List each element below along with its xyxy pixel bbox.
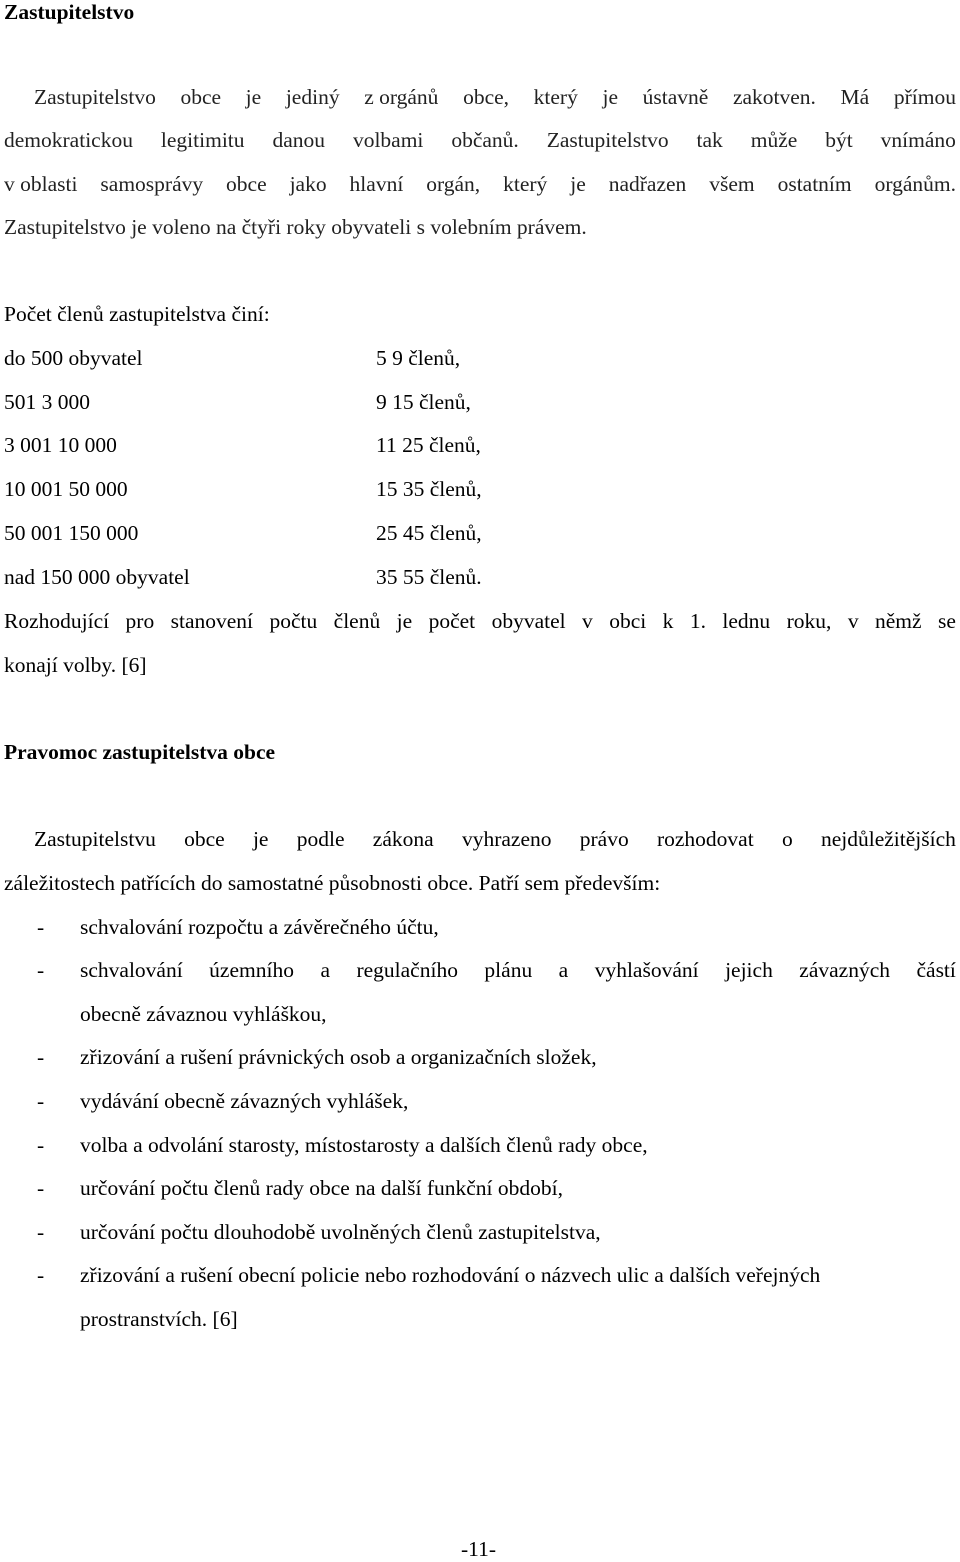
list-item xyxy=(80,958,956,983)
word: němž xyxy=(874,609,922,633)
word: je xyxy=(245,85,262,109)
word: je xyxy=(396,609,413,633)
word: počtu xyxy=(269,609,318,633)
word: částí xyxy=(916,958,956,982)
list-bullet-dash: - xyxy=(37,1263,45,1287)
word: přímou xyxy=(893,85,956,109)
word: členů xyxy=(333,609,381,633)
word: podle xyxy=(296,827,345,851)
paragraph-line xyxy=(34,85,956,110)
word: Má xyxy=(840,85,870,109)
list-item: vydávání obecně závazných vyhlášek, xyxy=(80,1089,409,1113)
list-item: zřizování a rušení obecní policie nebo rozhodování o názvech ulic a dalších veřejných xyxy=(80,1263,821,1287)
word: územního xyxy=(209,958,294,982)
members-intro: Počet členů zastupitelstva činí: xyxy=(4,302,270,326)
word: který xyxy=(503,172,548,196)
word: ostatním xyxy=(777,172,852,196)
word: se xyxy=(937,609,956,633)
table-cell-members: 11 25 členů, xyxy=(376,433,481,457)
word: schvalování xyxy=(80,958,183,982)
list-bullet-dash: - xyxy=(37,1220,45,1244)
list-bullet-dash: - xyxy=(37,915,45,939)
table-cell-population: 3 001 10 000 xyxy=(4,433,117,457)
paragraph-last-line: konají volby. [6] xyxy=(4,653,147,677)
word: o xyxy=(781,827,793,851)
word: obce xyxy=(180,85,222,109)
word: rozhodovat xyxy=(656,827,754,851)
word: Zastupitelstvo xyxy=(546,128,669,152)
word: v oblasti xyxy=(4,172,78,196)
list-item: určování počtu členů rady obce na další funkční období, xyxy=(80,1176,564,1200)
word: občanů. xyxy=(451,128,519,152)
word: z orgánů xyxy=(364,85,439,109)
paragraph-line xyxy=(4,172,956,197)
word: nadřazen xyxy=(608,172,687,196)
word: regulačního xyxy=(356,958,458,982)
list-bullet-dash: - xyxy=(37,1089,45,1113)
list-item: zřizování a rušení právnických osob a organizačních složek, xyxy=(80,1045,597,1069)
word: vyhrazeno xyxy=(461,827,552,851)
word: tak xyxy=(696,128,723,152)
word: všem xyxy=(709,172,755,196)
word: v xyxy=(847,609,859,633)
word: právo xyxy=(579,827,629,851)
word: je xyxy=(602,85,618,109)
list-item: určování počtu dlouhodobě uvolněných členů zastupitelstva, xyxy=(80,1220,601,1244)
page-number: -11- xyxy=(461,1537,497,1561)
word: a xyxy=(320,958,330,982)
table-cell-population: do 500 obyvatel xyxy=(4,346,143,370)
word: obce, xyxy=(463,85,510,109)
word: lednu xyxy=(722,609,771,633)
paragraph-line xyxy=(4,128,956,153)
word: vyhlašování xyxy=(594,958,699,982)
word: obci xyxy=(609,609,647,633)
section-title-zastupitelstvo: Zastupitelstvo xyxy=(4,0,135,24)
word: danou xyxy=(272,128,325,152)
table-cell-population: 10 001 50 000 xyxy=(4,477,128,501)
word: a xyxy=(558,958,569,982)
word: obyvatel xyxy=(491,609,566,633)
word: v xyxy=(582,609,593,633)
word: Zastupitelstvu xyxy=(34,827,156,851)
word: který xyxy=(533,85,578,109)
word: počet xyxy=(428,609,476,633)
table-cell-members: 9 15 členů, xyxy=(376,390,471,414)
word: být xyxy=(825,128,853,152)
word: volbami xyxy=(352,128,424,152)
word: demokratickou xyxy=(4,128,133,152)
table-cell-members: 35 55 členů. xyxy=(376,565,482,589)
table-cell-members: 25 45 členů, xyxy=(376,521,482,545)
word: je xyxy=(252,827,269,851)
word: legitimitu xyxy=(160,128,245,152)
word: závazných xyxy=(799,958,891,982)
word: Zastupitelstvo xyxy=(34,85,156,109)
table-cell-population: 50 001 150 000 xyxy=(4,521,139,545)
word: 1. xyxy=(689,609,706,633)
list-item: schvalování rozpočtu a závěrečného účtu, xyxy=(80,915,439,939)
table-cell-members: 15 35 členů, xyxy=(376,477,482,501)
table-cell-population: 501 3 000 xyxy=(4,390,90,414)
list-bullet-dash: - xyxy=(37,1176,45,1200)
word: zakotven. xyxy=(732,85,816,109)
word: je xyxy=(570,172,586,196)
paragraph-line xyxy=(34,827,956,852)
word: orgán, xyxy=(426,172,481,196)
table-cell-population: nad 150 000 obyvatel xyxy=(4,565,190,589)
table-cell-members: 5 9 členů, xyxy=(376,346,461,370)
word: stanovení xyxy=(170,609,254,633)
word: nejdůležitějších xyxy=(820,827,956,851)
list-item: volba a odvolání starosty, místostarosty a dalších členů rady obce, xyxy=(80,1133,648,1157)
word: roku, xyxy=(786,609,832,633)
list-item-continuation: obecně závaznou vyhláškou, xyxy=(80,1002,327,1026)
word: může xyxy=(750,128,798,152)
word: ústavně xyxy=(642,85,709,109)
word: jejich xyxy=(725,958,773,982)
word: Rozhodující xyxy=(4,609,110,633)
word: jako xyxy=(289,172,327,196)
list-bullet-dash: - xyxy=(37,1133,45,1157)
word: plánu xyxy=(484,958,533,982)
list-item-continuation: prostranstvích. [6] xyxy=(80,1307,238,1331)
paragraph-line xyxy=(4,609,956,634)
list-bullet-dash: - xyxy=(37,1045,45,1069)
word: pro xyxy=(125,609,155,633)
word: k xyxy=(662,609,674,633)
word: orgánům. xyxy=(874,172,956,196)
word: zákona xyxy=(372,827,434,851)
word: obce xyxy=(184,827,225,851)
list-bullet-dash: - xyxy=(37,958,45,982)
word: hlavní xyxy=(349,172,404,196)
word: obce xyxy=(226,172,267,196)
word: vnímáno xyxy=(880,128,956,152)
word: jediný xyxy=(285,85,340,109)
word: samosprávy xyxy=(100,172,204,196)
paragraph-last-line: záležitostech patřících do samostatné působnosti obce. Patří sem především: xyxy=(4,871,661,895)
paragraph-last-line: Zastupitelstvo je voleno na čtyři roky obyvateli s volebním právem. xyxy=(4,215,587,239)
section-title-pravomoc: Pravomoc zastupitelstva obce xyxy=(4,740,276,764)
